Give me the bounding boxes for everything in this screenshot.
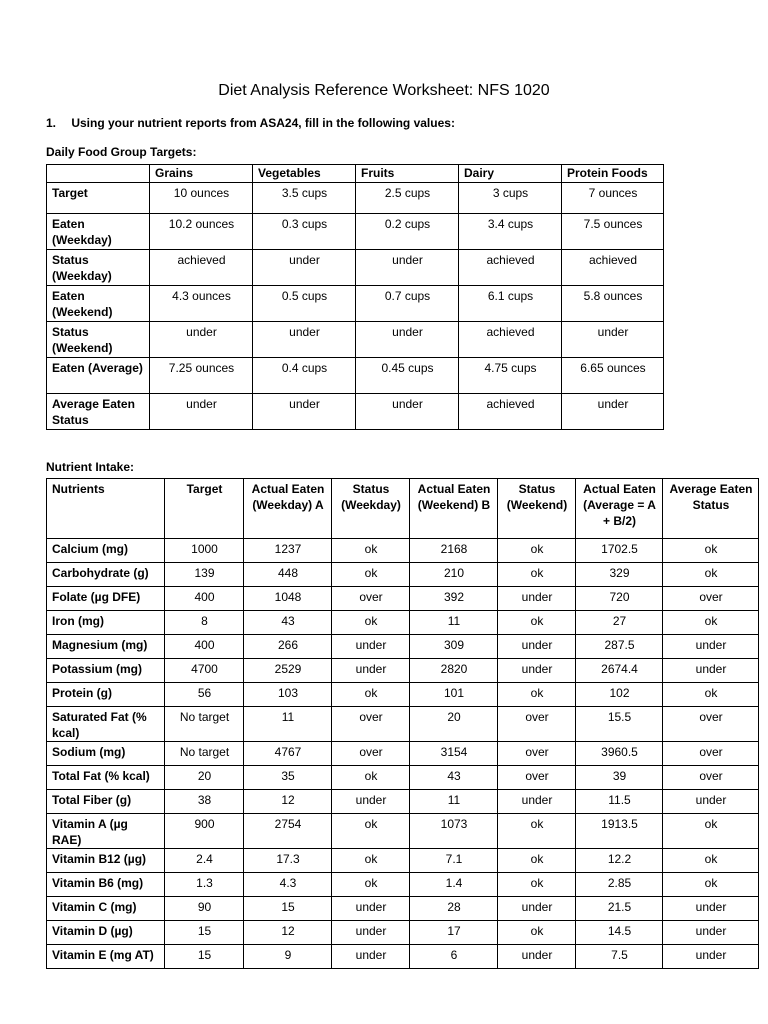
nutrient-row-label: Vitamin B12 (µg) — [47, 849, 165, 873]
nutrient-row — [47, 587, 759, 611]
nutrient-cell: ok — [498, 814, 576, 849]
nutrient-cell: 2.85 — [576, 873, 663, 897]
nutrient-row — [47, 849, 759, 873]
food-group-cell: 10.2 ounces — [150, 214, 253, 250]
food-group-row — [47, 214, 664, 250]
nutrient-cell: 2529 — [244, 659, 332, 683]
food-group-cell: achieved — [459, 394, 562, 430]
food-group-row-label: Status (Weekday) — [47, 250, 150, 286]
nutrient-cell: under — [663, 790, 759, 814]
nutrient-cell: 3154 — [410, 742, 498, 766]
nutrient-cell: 11 — [410, 611, 498, 635]
nutrient-cell: 1000 — [165, 539, 244, 563]
nutrient-cell: 102 — [576, 683, 663, 707]
nutrient-cell: 11 — [244, 707, 332, 742]
nutrient-cell: over — [663, 587, 759, 611]
nutrient-cell: over — [498, 707, 576, 742]
food-group-cell: under — [562, 394, 664, 430]
question-1 — [46, 116, 455, 130]
nutrient-cell: 6 — [410, 945, 498, 969]
nutrient-heading: Nutrient Intake: — [46, 460, 135, 474]
nutrient-cell: under — [498, 790, 576, 814]
nutrient-cell: under — [332, 897, 410, 921]
nutrient-cell: ok — [663, 683, 759, 707]
nutrient-row-label: Vitamin E (mg AT) — [47, 945, 165, 969]
nutrient-cell: 2674.4 — [576, 659, 663, 683]
nutrient-cell: ok — [332, 814, 410, 849]
nutrient-cell: 20 — [165, 766, 244, 790]
food-group-cell: 2.5 cups — [356, 183, 459, 214]
nutrient-cell: 12 — [244, 790, 332, 814]
food-group-cell: achieved — [562, 250, 664, 286]
food-group-row-label: Eaten (Average) — [47, 358, 150, 394]
nutrient-cell: 3960.5 — [576, 742, 663, 766]
nutrient-cell: under — [663, 945, 759, 969]
food-group-cell: under — [253, 394, 356, 430]
nutrient-cell: 1702.5 — [576, 539, 663, 563]
nutrient-cell: ok — [332, 539, 410, 563]
nutrient-cell: 7.1 — [410, 849, 498, 873]
food-group-row-label: Eaten (Weekend) — [47, 286, 150, 322]
nutrient-header-row — [47, 479, 759, 539]
food-group-cell: 7.25 ounces — [150, 358, 253, 394]
nutrient-cell: 720 — [576, 587, 663, 611]
food-group-row — [47, 183, 664, 214]
nutrient-cell: 1048 — [244, 587, 332, 611]
nutrient-cell: over — [663, 766, 759, 790]
question-text: Using your nutrient reports from ASA24, fill in the following values: — [71, 116, 455, 130]
nutrient-cell: over — [498, 766, 576, 790]
food-group-row — [47, 322, 664, 358]
food-group-cell: 0.7 cups — [356, 286, 459, 322]
food-group-cell: under — [150, 322, 253, 358]
nutrient-cell: ok — [663, 849, 759, 873]
page-title: Diet Analysis Reference Worksheet: NFS 1020 — [218, 82, 550, 99]
nutrient-cell: 11 — [410, 790, 498, 814]
nutrient-cell: 4767 — [244, 742, 332, 766]
food-group-row — [47, 286, 664, 322]
nutrient-cell: 38 — [165, 790, 244, 814]
nutrient-cell: ok — [663, 539, 759, 563]
nutrient-cell: under — [332, 790, 410, 814]
nutrient-header-actual-weekday: Actual Eaten (Weekday) A — [244, 479, 332, 539]
nutrient-cell: 103 — [244, 683, 332, 707]
nutrient-cell: 2754 — [244, 814, 332, 849]
nutrient-header-nutrients: Nutrients — [47, 479, 165, 539]
food-group-header-vegetables: Vegetables — [253, 165, 356, 183]
nutrient-cell: 56 — [165, 683, 244, 707]
food-group-heading: Daily Food Group Targets: — [46, 145, 197, 159]
nutrient-cell: 1.4 — [410, 873, 498, 897]
food-group-cell: 6.1 cups — [459, 286, 562, 322]
nutrient-cell: under — [663, 659, 759, 683]
nutrient-cell: ok — [663, 611, 759, 635]
nutrient-row — [47, 921, 759, 945]
question-number: 1. — [46, 116, 57, 130]
nutrient-row — [47, 873, 759, 897]
nutrient-header-actual-weekend: Actual Eaten (Weekend) B — [410, 479, 498, 539]
nutrient-cell: 14.5 — [576, 921, 663, 945]
nutrient-cell: under — [498, 897, 576, 921]
nutrient-row-label: Calcium (mg) — [47, 539, 165, 563]
nutrient-cell: 101 — [410, 683, 498, 707]
nutrient-cell: under — [498, 659, 576, 683]
nutrient-row-label: Protein (g) — [47, 683, 165, 707]
nutrient-row — [47, 635, 759, 659]
nutrient-table — [46, 478, 759, 969]
nutrient-cell: under — [332, 659, 410, 683]
food-group-row-label: Eaten (Weekday) — [47, 214, 150, 250]
nutrient-cell: 400 — [165, 635, 244, 659]
nutrient-cell: ok — [498, 873, 576, 897]
nutrient-header-actual-average: Actual Eaten (Average = A + B/2) — [576, 479, 663, 539]
nutrient-cell: over — [332, 707, 410, 742]
nutrient-cell: 39 — [576, 766, 663, 790]
nutrient-cell: 15 — [165, 921, 244, 945]
nutrient-cell: ok — [332, 611, 410, 635]
food-group-cell: 5.8 ounces — [562, 286, 664, 322]
nutrient-cell: 2168 — [410, 539, 498, 563]
nutrient-cell: under — [663, 635, 759, 659]
food-group-cell: under — [356, 322, 459, 358]
food-group-cell: 0.4 cups — [253, 358, 356, 394]
nutrient-row-label: Saturated Fat (% kcal) — [47, 707, 165, 742]
nutrient-row — [47, 611, 759, 635]
food-group-cell: 4.3 ounces — [150, 286, 253, 322]
nutrient-cell: ok — [498, 563, 576, 587]
nutrient-row — [47, 563, 759, 587]
nutrient-row-label: Vitamin D (µg) — [47, 921, 165, 945]
nutrient-header-status-weekday: Status (Weekday) — [332, 479, 410, 539]
food-group-cell: 0.2 cups — [356, 214, 459, 250]
nutrient-cell: No target — [165, 707, 244, 742]
nutrient-cell: 11.5 — [576, 790, 663, 814]
nutrient-cell: ok — [332, 683, 410, 707]
nutrient-cell: 2.4 — [165, 849, 244, 873]
nutrient-cell: 20 — [410, 707, 498, 742]
nutrient-cell: over — [498, 742, 576, 766]
nutrient-row — [47, 814, 759, 849]
food-group-row — [47, 358, 664, 394]
nutrient-cell: 17 — [410, 921, 498, 945]
nutrient-row-label: Vitamin C (mg) — [47, 897, 165, 921]
food-group-cell: 3.5 cups — [253, 183, 356, 214]
food-group-header-protein-foods: Protein Foods — [562, 165, 664, 183]
nutrient-cell: 4700 — [165, 659, 244, 683]
food-group-header-row — [47, 165, 664, 183]
nutrient-cell: 15 — [165, 945, 244, 969]
food-group-table — [46, 164, 664, 430]
nutrient-row — [47, 945, 759, 969]
nutrient-cell: ok — [663, 814, 759, 849]
food-group-cell: 4.75 cups — [459, 358, 562, 394]
nutrient-cell: under — [498, 945, 576, 969]
food-group-cell: under — [253, 250, 356, 286]
nutrient-cell: under — [332, 945, 410, 969]
nutrient-row — [47, 742, 759, 766]
nutrient-cell: over — [663, 742, 759, 766]
nutrient-row-label: Potassium (mg) — [47, 659, 165, 683]
nutrient-cell: ok — [332, 873, 410, 897]
nutrient-cell: 266 — [244, 635, 332, 659]
nutrient-cell: over — [332, 742, 410, 766]
nutrient-cell: 43 — [244, 611, 332, 635]
nutrient-cell: ok — [332, 849, 410, 873]
nutrient-cell: 21.5 — [576, 897, 663, 921]
nutrient-cell: 1913.5 — [576, 814, 663, 849]
nutrient-row — [47, 766, 759, 790]
food-group-cell: 7 ounces — [562, 183, 664, 214]
nutrient-cell: 287.5 — [576, 635, 663, 659]
nutrient-cell: 139 — [165, 563, 244, 587]
nutrient-cell: 309 — [410, 635, 498, 659]
nutrient-row-label: Sodium (mg) — [47, 742, 165, 766]
nutrient-cell: 27 — [576, 611, 663, 635]
nutrient-cell: ok — [498, 921, 576, 945]
nutrient-row — [47, 707, 759, 742]
food-group-header-fruits: Fruits — [356, 165, 459, 183]
food-group-cell: 0.45 cups — [356, 358, 459, 394]
nutrient-cell: 15.5 — [576, 707, 663, 742]
nutrient-row-label: Total Fiber (g) — [47, 790, 165, 814]
nutrient-cell: 28 — [410, 897, 498, 921]
nutrient-row — [47, 790, 759, 814]
nutrient-cell: under — [332, 635, 410, 659]
nutrient-cell: ok — [332, 563, 410, 587]
nutrient-cell: ok — [498, 611, 576, 635]
food-group-header-grains: Grains — [150, 165, 253, 183]
food-group-cell: 3.4 cups — [459, 214, 562, 250]
nutrient-cell: ok — [498, 683, 576, 707]
food-group-header-dairy: Dairy — [459, 165, 562, 183]
nutrient-header-target: Target — [165, 479, 244, 539]
food-group-cell: 3 cups — [459, 183, 562, 214]
nutrient-cell: 17.3 — [244, 849, 332, 873]
food-group-row-label: Average Eaten Status — [47, 394, 150, 430]
nutrient-cell: 210 — [410, 563, 498, 587]
nutrient-cell: under — [663, 921, 759, 945]
food-group-header-blank — [47, 165, 150, 183]
food-group-row-label: Status (Weekend) — [47, 322, 150, 358]
nutrient-cell: ok — [498, 849, 576, 873]
nutrient-cell: 329 — [576, 563, 663, 587]
nutrient-row — [47, 539, 759, 563]
food-group-cell: 0.5 cups — [253, 286, 356, 322]
nutrient-cell: ok — [332, 766, 410, 790]
nutrient-row — [47, 683, 759, 707]
nutrient-row-label: Vitamin A (µg RAE) — [47, 814, 165, 849]
nutrient-row-label: Magnesium (mg) — [47, 635, 165, 659]
nutrient-cell: ok — [498, 539, 576, 563]
nutrient-cell: 43 — [410, 766, 498, 790]
nutrient-cell: under — [498, 635, 576, 659]
nutrient-cell: 90 — [165, 897, 244, 921]
nutrient-cell: 448 — [244, 563, 332, 587]
food-group-cell: 7.5 ounces — [562, 214, 664, 250]
food-group-cell: 6.65 ounces — [562, 358, 664, 394]
food-group-cell: under — [356, 250, 459, 286]
food-group-row — [47, 250, 664, 286]
nutrient-cell: 7.5 — [576, 945, 663, 969]
nutrient-cell: No target — [165, 742, 244, 766]
nutrient-cell: 8 — [165, 611, 244, 635]
food-group-row — [47, 394, 664, 430]
nutrient-cell: 12 — [244, 921, 332, 945]
nutrient-cell: 1073 — [410, 814, 498, 849]
nutrient-cell: ok — [663, 563, 759, 587]
nutrient-row — [47, 659, 759, 683]
nutrient-row-label: Folate (µg DFE) — [47, 587, 165, 611]
nutrient-cell: 12.2 — [576, 849, 663, 873]
food-group-cell: under — [150, 394, 253, 430]
nutrient-cell: over — [332, 587, 410, 611]
food-group-cell: 10 ounces — [150, 183, 253, 214]
food-group-row-label: Target — [47, 183, 150, 214]
nutrient-cell: 15 — [244, 897, 332, 921]
nutrient-row — [47, 897, 759, 921]
nutrient-row-label: Vitamin B6 (mg) — [47, 873, 165, 897]
nutrient-cell: under — [663, 897, 759, 921]
nutrient-row-label: Total Fat (% kcal) — [47, 766, 165, 790]
nutrient-cell: 400 — [165, 587, 244, 611]
food-group-cell: under — [356, 394, 459, 430]
nutrient-cell: over — [663, 707, 759, 742]
nutrient-cell: ok — [663, 873, 759, 897]
food-group-cell: achieved — [150, 250, 253, 286]
nutrient-row-label: Carbohydrate (g) — [47, 563, 165, 587]
food-group-cell: under — [253, 322, 356, 358]
food-group-cell: under — [562, 322, 664, 358]
nutrient-cell: under — [332, 921, 410, 945]
food-group-cell: achieved — [459, 322, 562, 358]
nutrient-cell: 9 — [244, 945, 332, 969]
nutrient-cell: under — [498, 587, 576, 611]
food-group-cell: achieved — [459, 250, 562, 286]
nutrient-cell: 900 — [165, 814, 244, 849]
nutrient-cell: 1.3 — [165, 873, 244, 897]
nutrient-cell: 35 — [244, 766, 332, 790]
nutrient-cell: 2820 — [410, 659, 498, 683]
nutrient-header-average-status: Average Eaten Status — [663, 479, 759, 539]
nutrient-cell: 4.3 — [244, 873, 332, 897]
nutrient-header-status-weekend: Status (Weekend) — [498, 479, 576, 539]
food-group-cell: 0.3 cups — [253, 214, 356, 250]
nutrient-row-label: Iron (mg) — [47, 611, 165, 635]
nutrient-cell: 392 — [410, 587, 498, 611]
nutrient-cell: 1237 — [244, 539, 332, 563]
